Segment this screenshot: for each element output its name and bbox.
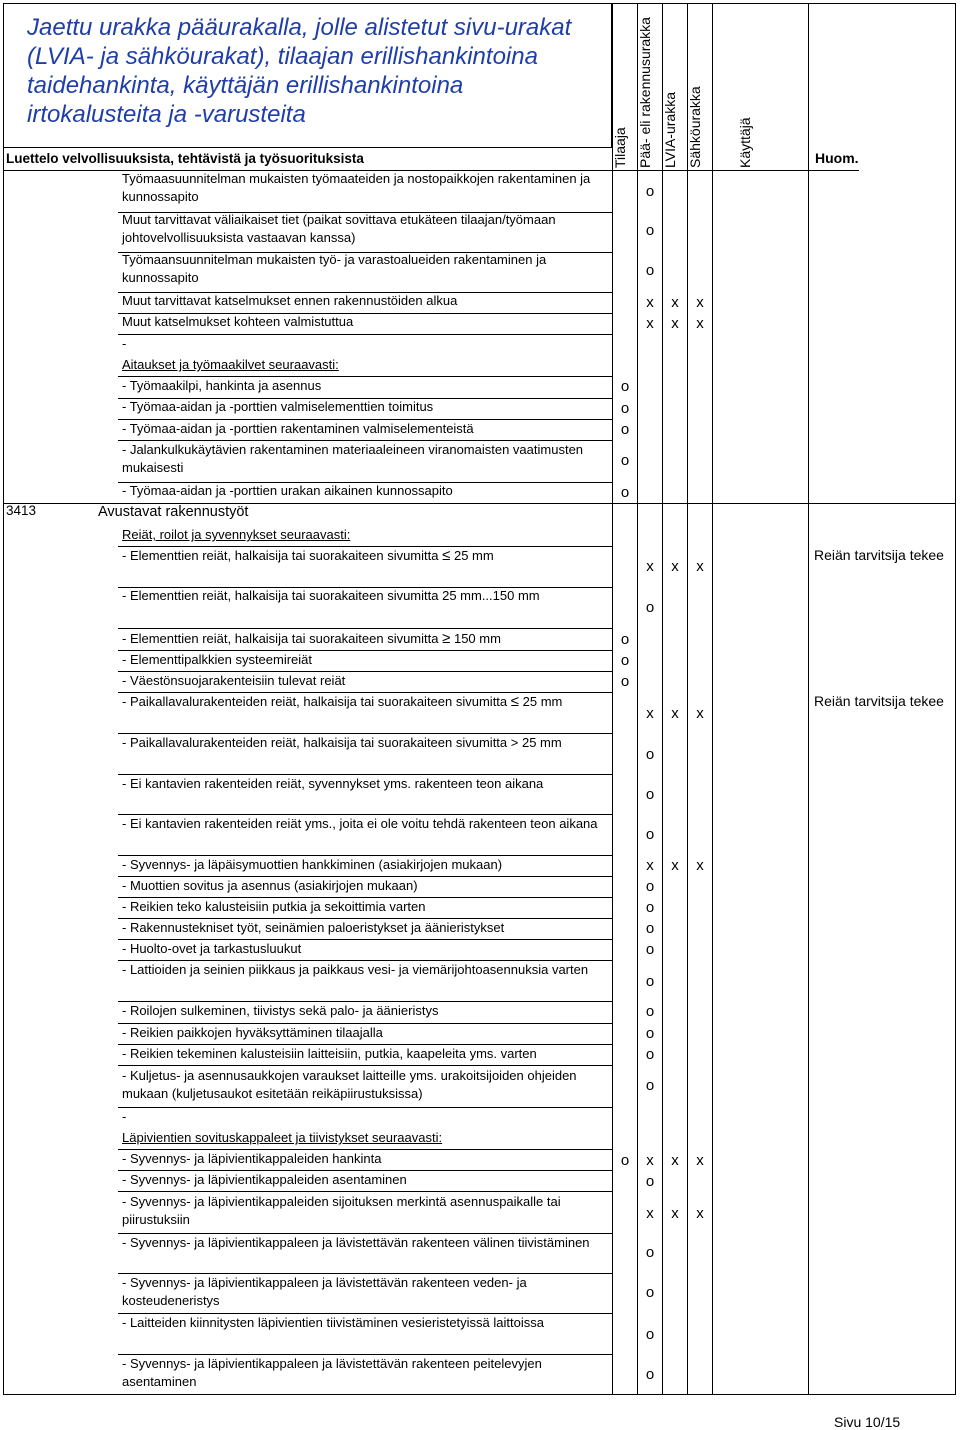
- responsibility-mark: x: [696, 1205, 704, 1222]
- responsibility-mark: x: [696, 705, 704, 722]
- column-header-lvia: LVIA-urakka: [662, 92, 678, 168]
- less-or-equal-symbol: ≤: [442, 547, 451, 564]
- row-note: Reiän tarvitsija tekee: [814, 693, 944, 709]
- row-text: - Syvennys- ja läpivientikappaleen ja lävistettävän rakenteen veden- ja kosteudeneristys: [122, 1275, 527, 1308]
- responsibility-mark: o: [620, 378, 630, 395]
- row-text: [122, 547, 612, 565]
- responsibility-mark: x: [671, 1152, 679, 1169]
- row-text: - Syvennys- ja läpivientikappaleen ja lävistettävän rakenteen välinen tiivistäminen: [122, 1235, 590, 1250]
- responsibility-mark: x: [671, 294, 679, 311]
- row-text: Muut katselmukset kohteen valmistuttua: [122, 314, 354, 329]
- responsibility-mark: o: [645, 183, 655, 200]
- row-divider: [118, 1065, 612, 1066]
- responsibility-mark: x: [696, 1152, 704, 1169]
- responsibility-mark: x: [646, 315, 654, 332]
- group-heading: Läpivientien sovituskappaleet ja tiivistykset seuraavasti:: [122, 1130, 443, 1145]
- responsibility-mark: o: [645, 899, 655, 916]
- responsibility-mark: o: [620, 631, 630, 648]
- row-text: - Työmaa-aidan ja -porttien valmiselementtien toimitus: [122, 399, 434, 414]
- responsibility-mark: o: [645, 1326, 655, 1343]
- page-number: Sivu 10/15: [834, 1414, 901, 1430]
- row-text-main: - Elementtien reiät, halkaisija tai suorakaiteen sivumitta: [122, 631, 439, 646]
- column-header-paaurakka: Pää- eli rakennusurakka: [637, 17, 653, 168]
- row-text-main: - Elementtien reiät, halkaisija tai suorakaiteen sivumitta: [122, 548, 439, 563]
- row-text: - Jalankulkukäytävien rakentaminen materiaaleineen viranomaisten vaatimusten mukaisesti: [122, 442, 584, 475]
- column-header-note: Huom.: [815, 150, 859, 166]
- responsibility-mark: x: [671, 705, 679, 722]
- row-text: Työmaasuunnitelman mukaisten työmaateiden ja nostopaikkojen rakentaminen ja kunnossapito: [122, 171, 591, 204]
- responsibility-mark: o: [620, 400, 630, 417]
- row-text: - Elementtien reiät, halkaisija tai suorakaiteen sivumitta 25 mm...150 mm: [122, 588, 540, 603]
- row-text: - Syvennys- ja läpivientikappaleen ja lävistettävän rakenteen peitelevyjen asentaminen: [122, 1356, 542, 1389]
- row-divider: [118, 628, 612, 629]
- responsibility-mark: x: [696, 857, 704, 874]
- row-text: - Ei kantavien rakenteiden reiät, syvennykset yms. rakenteen teon aikana: [122, 776, 544, 791]
- responsibility-mark: o: [645, 786, 655, 803]
- responsibility-mark: x: [646, 857, 654, 874]
- greater-or-equal-symbol: ≥: [442, 630, 451, 647]
- row-text: - Elementtipalkkien systeemireiät: [122, 652, 313, 667]
- list-heading: Luettelo velvollisuuksista, tehtävistä ja työsuorituksista: [6, 151, 364, 166]
- row-text: - Reikien teko kalusteisiin putkia ja sekoittimia varten: [122, 899, 426, 914]
- responsibility-mark: x: [671, 857, 679, 874]
- row-text: - Työmaa-aidan ja -porttien urakan aikainen kunnossapito: [122, 483, 453, 498]
- responsibility-mark: x: [696, 315, 704, 332]
- group-heading: Aitaukset ja työmaakilvet seuraavasti:: [122, 357, 339, 372]
- row-text: Muut tarvittavat katselmukset ennen rakennustöiden alkua: [122, 293, 458, 308]
- column-header-tilaaja: Tilaaja: [612, 127, 628, 168]
- row-text: - Huolto-ovet ja tarkastusluukut: [122, 941, 302, 956]
- responsibility-mark: o: [620, 484, 630, 501]
- row-text: - Syvennys- ja läpivientikappaleiden asentaminen: [122, 1172, 407, 1187]
- row-text: - Reikien tekeminen kalusteisiin laitteisiin, putkia, kaapeleita yms. varten: [122, 1046, 537, 1061]
- responsibility-mark: x: [646, 705, 654, 722]
- responsibility-mark: x: [671, 558, 679, 575]
- responsibility-mark: x: [646, 1152, 654, 1169]
- column-header-kayttaja: Käyttäjä: [737, 117, 753, 168]
- title-line: irtokalusteita ja -varusteita: [27, 101, 306, 128]
- responsibility-mark: o: [645, 222, 655, 239]
- responsibility-mark: o: [645, 1173, 655, 1190]
- row-text: - Syvennys- ja läpäisymuottien hankkiminen (asiakirjojen mukaan): [122, 857, 503, 872]
- responsibility-mark: o: [645, 1046, 655, 1063]
- group-heading: Reiät, roilot ja syvennykset seuraavasti:: [122, 527, 351, 542]
- row-text: - Työmaa-aidan ja -porttien rakentaminen valmiselementeistä: [122, 421, 474, 436]
- row-text: - Laitteiden kiinnitysten läpivientien tiivistäminen vesieristetyissä laittoissa: [122, 1315, 544, 1330]
- column-divider: [712, 3, 713, 1395]
- responsibility-mark: o: [645, 1366, 655, 1383]
- row-text: -: [122, 336, 127, 351]
- responsibility-mark: o: [645, 1244, 655, 1261]
- row-text: [122, 630, 612, 648]
- responsibility-mark: o: [645, 1284, 655, 1301]
- column-divider: [687, 3, 688, 1395]
- responsibility-mark: o: [645, 973, 655, 990]
- responsibility-mark: o: [645, 746, 655, 763]
- responsibility-mark: o: [645, 1003, 655, 1020]
- row-text: - Ei kantavien rakenteiden reiät yms., joita ei ole voitu tehdä rakenteen teon aikana: [122, 816, 598, 831]
- column-divider: [612, 3, 613, 1395]
- row-text: [122, 693, 612, 711]
- less-or-equal-symbol: ≤: [510, 693, 520, 710]
- responsibility-mark: o: [645, 941, 655, 958]
- responsibility-mark: o: [645, 262, 655, 279]
- responsibility-mark: x: [696, 294, 704, 311]
- responsibility-mark: x: [646, 558, 654, 575]
- responsibility-mark: o: [620, 652, 630, 669]
- section-title: Avustavat rakennustyöt: [98, 504, 249, 520]
- row-text: - Väestönsuojarakenteisiin tulevat reiät: [122, 673, 346, 688]
- responsibility-mark: o: [645, 1077, 655, 1094]
- responsibility-mark: o: [645, 826, 655, 843]
- row-text-suffix: 25 mm: [522, 694, 563, 709]
- responsibility-mark: x: [646, 1205, 654, 1222]
- responsibility-mark: o: [620, 452, 630, 469]
- row-text: - Reikien paikkojen hyväksyttäminen tilaajalla: [122, 1025, 383, 1040]
- title-line: Jaettu urakka pääurakalla, jolle alistetut sivu-urakat: [27, 14, 572, 41]
- responsibility-mark: o: [620, 1152, 630, 1169]
- row-text: -: [122, 1109, 127, 1124]
- row-text: - Roilojen sulkeminen, tiivistys sekä palo- ja äänieristys: [122, 1003, 439, 1018]
- row-divider: [118, 1191, 612, 1192]
- column-divider: [662, 3, 663, 1395]
- row-text: - Kuljetus- ja asennusaukkojen varaukset laitteille yms. urakoitsijoiden ohjeiden mukaan (kuljetusaukot esitetään reikäpiirustuksissa): [122, 1068, 577, 1101]
- row-text: - Lattioiden ja seinien piikkaus ja paikkaus vesi- ja viemärijohtoasennuksia varten: [122, 962, 589, 977]
- responsibility-mark: x: [646, 294, 654, 311]
- row-text: - Työmaakilpi, hankinta ja asennus: [122, 378, 322, 393]
- row-text: - Muottien sovitus ja asennus (asiakirjojen mukaan): [122, 878, 418, 893]
- responsibility-mark: x: [696, 558, 704, 575]
- title-box: [3, 3, 612, 148]
- section-number: 3413: [6, 503, 37, 518]
- row-text: - Rakennustekniset työt, seinämien paloeristykset ja äänieristykset: [122, 920, 505, 935]
- row-text-suffix: 25 mm: [453, 548, 494, 563]
- row-text: - Paikallavalurakenteiden reiät, halkaisija tai suorakaiteen sivumitta > 25 mm: [122, 735, 562, 750]
- column-divider: [808, 3, 809, 1395]
- column-header-sahko: Sähköurakka: [687, 86, 703, 168]
- responsibility-mark: o: [620, 673, 630, 690]
- responsibility-mark: x: [671, 1205, 679, 1222]
- responsibility-mark: o: [645, 920, 655, 937]
- row-note: Reiän tarvitsija tekee: [814, 547, 944, 563]
- row-text: - Syvennys- ja läpivientikappaleiden sijoituksen merkintä asennuspaikalle tai piirustuksiin: [122, 1194, 561, 1227]
- responsibility-mark: x: [671, 315, 679, 332]
- row-text: Muut tarvittavat väliaikaiset tiet (paikat sovittava etukäteen tilaajan/työmaan johtovelvollisuuksista vastaavan kanssa): [122, 212, 556, 245]
- row-text-main: - Paikallavalurakenteiden reiät, halkaisija tai suorakaiteen sivumitta: [122, 694, 508, 709]
- responsibility-mark: o: [645, 1025, 655, 1042]
- title-line: (LVIA- ja sähköurakat), tilaajan erillishankintoina: [27, 43, 538, 70]
- row-text-suffix: 150 mm: [453, 631, 501, 646]
- responsibility-mark: o: [645, 878, 655, 895]
- responsibility-mark: o: [620, 421, 630, 438]
- column-divider: [637, 3, 638, 1395]
- row-text: - Syvennys- ja läpivientikappaleiden hankinta: [122, 1151, 382, 1166]
- title-line: taidehankinta, käyttäjän erillishankintoina: [27, 72, 464, 99]
- row-text: Työmaansuunnitelman mukaisten työ- ja varastoalueiden rakentaminen ja kunnossapito: [122, 252, 547, 285]
- responsibility-mark: o: [645, 599, 655, 616]
